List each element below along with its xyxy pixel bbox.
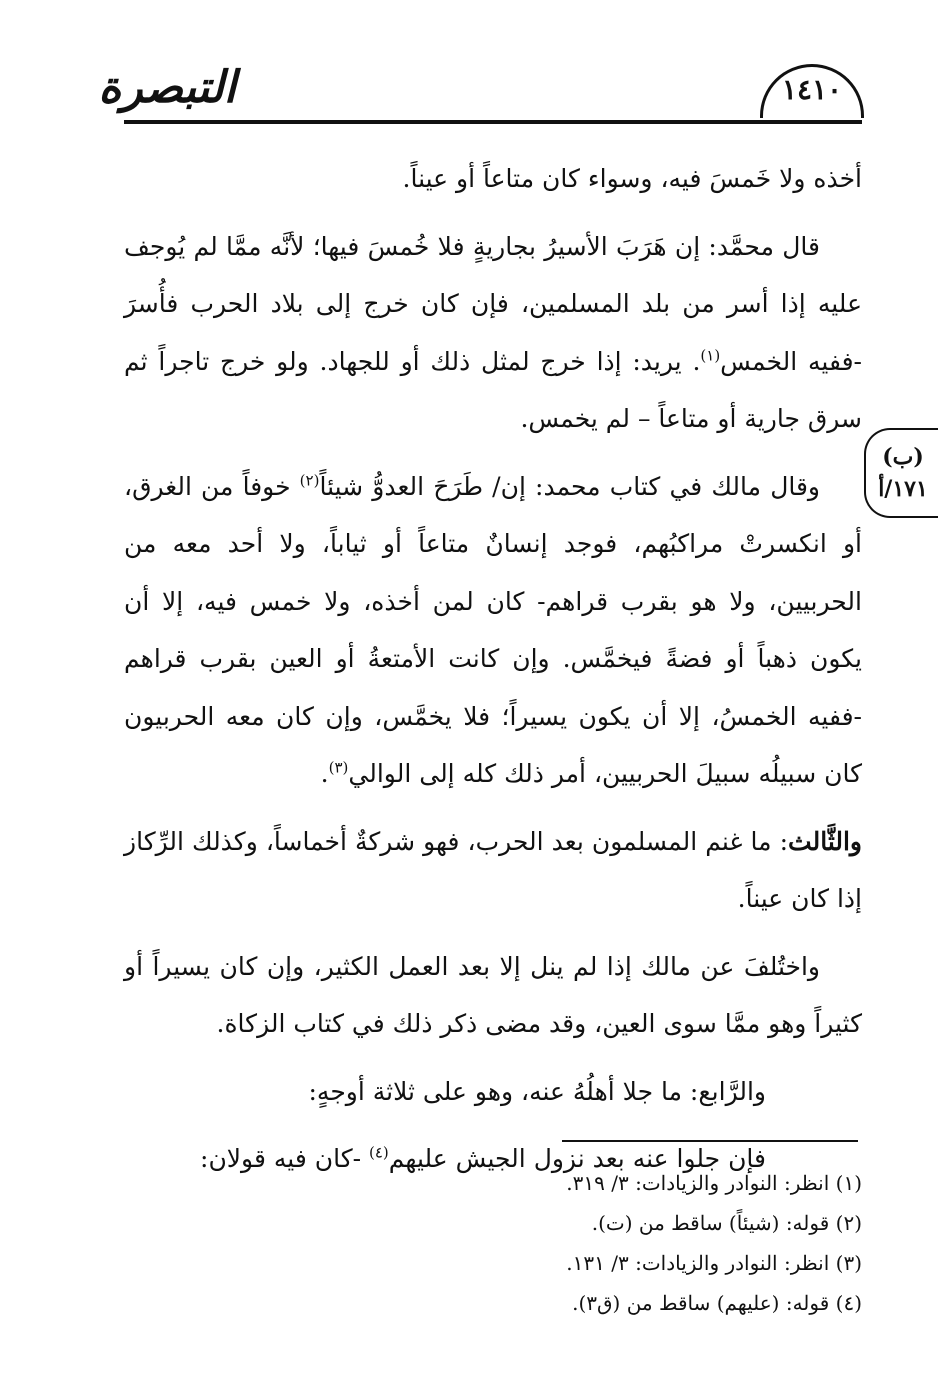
header-rule xyxy=(124,120,862,124)
paragraph-4-text: : ما غنم المسلمون بعد الحرب، فهو شركةٌ أخماساً، وكذلك الرِّكاز إذا كان عيناً. xyxy=(124,826,862,913)
paragraph-1-text: أخذه ولا خَمسَ فيه، وسواء كان متاعاً أو عيناً. xyxy=(402,164,862,193)
footnote-rule xyxy=(562,1140,858,1142)
footnote-ref-3: (٣) xyxy=(328,758,349,777)
margin-note-manuscript: (ب) xyxy=(882,444,924,470)
paragraph-3-text-a: وقال مالك في كتاب محمد: إن/ طَرَحَ العدوُّ شيئاً xyxy=(319,471,821,501)
page-number: ١٤١٠ xyxy=(781,73,843,106)
footnote-2: (٢) قوله: (شيئاً) ساقط من (ت). xyxy=(591,1211,862,1235)
book-title: التبصرة xyxy=(98,62,236,113)
paragraph-3-text-b: خوفاً من الغرق، أو انكسرتْ مراكبُهم، فوجد إنسانٌ متاعاً أو ثياباً، ولا أحد معه من الحربيين، ولا هو بقرب قراهم- كان لمن أخذه، ولا خمس فيه، إلا أن يكون ذهباً أو فضةً فيخمَّس. وإن كانت الأمتعةُ أو العين بقرب قراهم -ففيه الخمسُ، إلا أن يكون يسيراً؛ فلا يخمَّس، وإن كان معه الحربيون كان سبيلُه سبيلَ الحربيين، أمر ذلك كله إلى الوالي xyxy=(124,471,862,788)
paragraph-2-text-b: . يريد: إذا خرج لمثل ذلك أو للجهاد. ولو خرج تاجراً ثم سرق جارية أو متاعاً – لم يخمس. xyxy=(124,346,862,433)
footnotes xyxy=(124,1163,862,1323)
footnote-ref-4: (٤) xyxy=(369,1143,389,1162)
footnote-ref-2: (٢) xyxy=(299,471,320,490)
paragraph-6 xyxy=(124,1063,862,1121)
paragraph-5 xyxy=(124,938,862,1053)
paragraph-1 xyxy=(124,150,862,208)
footnote-1: (١) انظر: النوادر والزيادات: ٣/ ٣١٩. xyxy=(566,1171,862,1195)
paragraph-5-text: واختُلفَ عن مالك إذا لم ينل إلا بعد العمل الكثير، وإن كان يسيراً أو كثيراً وهو ممَّا سوى العين، وقد مضى ذكر ذلك في كتاب الزكاة. xyxy=(124,951,862,1038)
paragraph-7-text-a: فإن جلوا عنه بعد نزول الجيش عليهم xyxy=(388,1144,766,1173)
footnote-3: (٣) انظر: النوادر والزيادات: ٣/ ١٣١. xyxy=(566,1251,862,1275)
paragraph-2-text-a: قال محمَّد: إن هَرَبَ الأسيرُ بجاريةٍ فلا خُمسَ فيها؛ لأنَّه ممَّا لم يُوجف عليه إذا أسر من بلد المسلمين، فإن كان خرج إلى بلاد الحرب فأُسرَ -ففيه الخمس xyxy=(124,231,862,376)
footnote-4: (٤) قوله: (عليهم) ساقط من (ق٣). xyxy=(572,1291,862,1315)
footnote-ref-1: (١) xyxy=(700,346,721,365)
paragraph-6-text: والرَّابع: ما جلا أهلُهُ عنه، وهو على ثلاثة أوجهٍ: xyxy=(308,1076,766,1106)
paragraph-4 xyxy=(124,813,862,928)
paragraph-3-text-c: . xyxy=(320,759,329,788)
section-term-third: والثَّالث xyxy=(788,826,862,856)
main-text xyxy=(124,150,862,1198)
paragraph-7-text-b: -كان فيه قولان: xyxy=(200,1144,369,1173)
margin-note-folio: ١٧١/أ xyxy=(878,476,928,502)
paragraph-2 xyxy=(124,218,862,448)
paragraph-3 xyxy=(124,458,862,803)
